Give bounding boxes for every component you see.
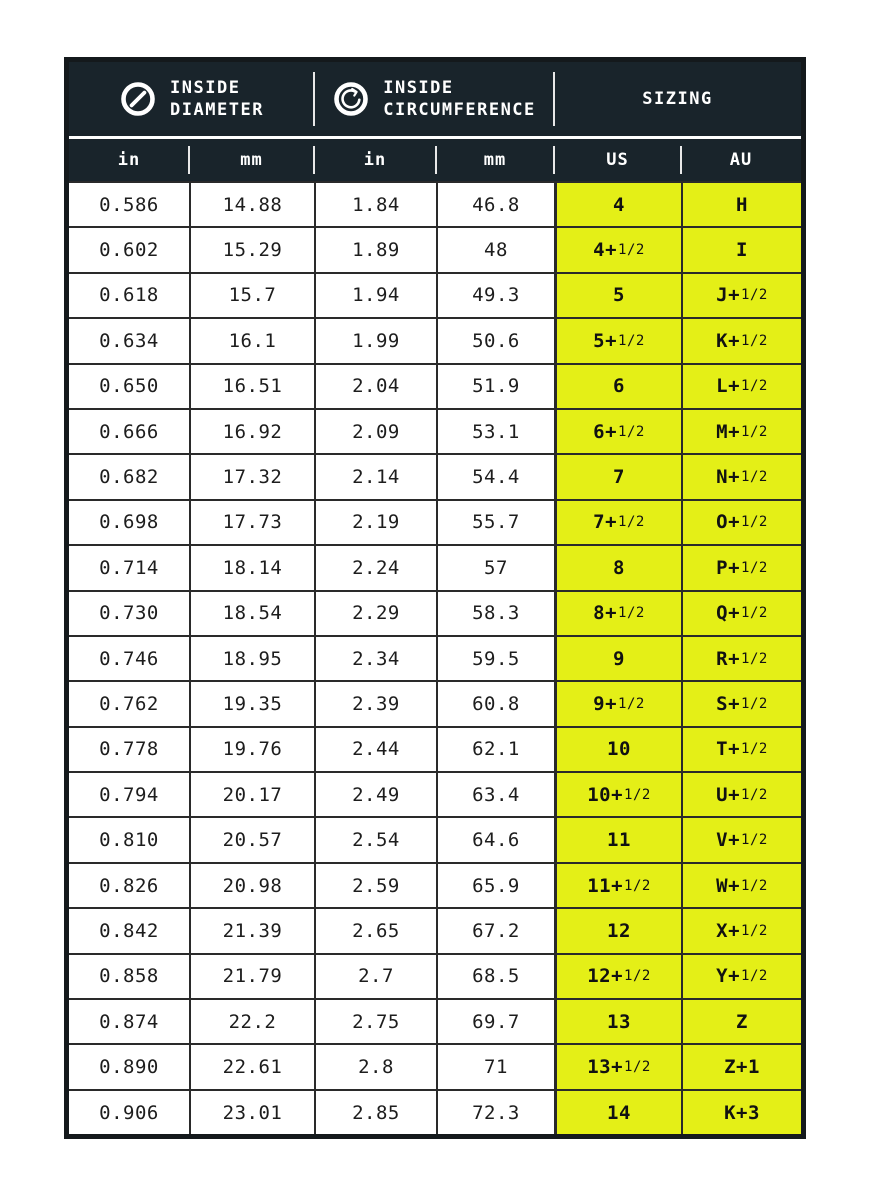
diameter-in-cell: 0.746 — [69, 635, 189, 680]
us-size-cell: 11 — [554, 816, 681, 861]
circumference-mm-cell: 63.4 — [436, 771, 554, 816]
diameter-mm-cell: 19.35 — [189, 680, 314, 725]
us-size-cell: 7 — [554, 453, 681, 498]
au-size-cell: U+ 1/2 — [681, 771, 801, 816]
us-size-cell: 6+ 1/2 — [554, 408, 681, 453]
circumference-mm-cell: 48 — [436, 226, 554, 271]
us-size-cell: 14 — [554, 1089, 681, 1134]
table-row — [69, 771, 801, 816]
circumference-mm-cell: 64.6 — [436, 816, 554, 861]
au-size-cell: Q+ 1/2 — [681, 590, 801, 635]
circumference-mm-cell: 57 — [436, 544, 554, 589]
diameter-in-cell: 0.730 — [69, 590, 189, 635]
us-size-cell: 4 — [554, 181, 681, 226]
table-row — [69, 907, 801, 952]
us-size-cell: 8 — [554, 544, 681, 589]
us-size-cell: 9 — [554, 635, 681, 680]
au-size-cell: O+ 1/2 — [681, 499, 801, 544]
table-row — [69, 1043, 801, 1088]
au-size-cell: Z — [681, 998, 801, 1043]
au-size-cell: K+3 — [681, 1089, 801, 1134]
circumference-mm-cell: 49.3 — [436, 272, 554, 317]
header-group-row — [69, 62, 801, 136]
circumference-mm-cell: 50.6 — [436, 317, 554, 362]
circumference-in-cell: 2.75 — [314, 998, 436, 1043]
au-size-cell: K+ 1/2 — [681, 317, 801, 362]
circumference-mm-cell: 65.9 — [436, 862, 554, 907]
circumference-mm-cell: 46.8 — [436, 181, 554, 226]
au-size-cell: Y+ 1/2 — [681, 953, 801, 998]
table-row — [69, 590, 801, 635]
us-size-cell: 10+ 1/2 — [554, 771, 681, 816]
au-size-cell: H — [681, 181, 801, 226]
au-size-cell: N+ 1/2 — [681, 453, 801, 498]
diameter-in-cell: 0.874 — [69, 998, 189, 1043]
diameter-in-cell: 0.634 — [69, 317, 189, 362]
circumference-mm-cell: 68.5 — [436, 953, 554, 998]
circumference-mm-cell: 51.9 — [436, 363, 554, 408]
table-row — [69, 453, 801, 498]
diameter-mm-cell: 20.57 — [189, 816, 314, 861]
table-row — [69, 1089, 801, 1134]
us-size-cell: 9+ 1/2 — [554, 680, 681, 725]
circumference-in-cell: 2.19 — [314, 499, 436, 544]
ring-size-table — [64, 57, 806, 1139]
us-size-cell: 8+ 1/2 — [554, 590, 681, 635]
table-row — [69, 544, 801, 589]
column-header-row — [69, 139, 801, 181]
circumference-in-cell: 2.29 — [314, 590, 436, 635]
circumference-in-cell: 2.7 — [314, 953, 436, 998]
diameter-icon — [119, 80, 157, 118]
diameter-mm-cell: 16.51 — [189, 363, 314, 408]
diameter-mm-cell: 22.61 — [189, 1043, 314, 1088]
au-size-cell: S+ 1/2 — [681, 680, 801, 725]
circumference-in-cell: 2.85 — [314, 1089, 436, 1134]
diameter-mm-cell: 19.76 — [189, 726, 314, 771]
column-header-circumference-in: in — [314, 139, 436, 181]
circumference-mm-cell: 71 — [436, 1043, 554, 1088]
table-header — [69, 62, 801, 181]
diameter-in-cell: 0.826 — [69, 862, 189, 907]
diameter-mm-cell: 17.73 — [189, 499, 314, 544]
diameter-mm-cell: 21.39 — [189, 907, 314, 952]
circumference-in-cell: 2.65 — [314, 907, 436, 952]
diameter-in-cell: 0.778 — [69, 726, 189, 771]
us-size-cell: 6 — [554, 363, 681, 408]
diameter-mm-cell: 15.7 — [189, 272, 314, 317]
diameter-in-cell: 0.650 — [69, 363, 189, 408]
table-row — [69, 635, 801, 680]
table-row — [69, 181, 801, 226]
circumference-in-cell: 2.04 — [314, 363, 436, 408]
column-header-us-size: US — [554, 139, 681, 181]
diameter-in-cell: 0.842 — [69, 907, 189, 952]
table-row — [69, 862, 801, 907]
circumference-mm-cell: 54.4 — [436, 453, 554, 498]
table-row — [69, 680, 801, 725]
us-size-cell: 13 — [554, 998, 681, 1043]
column-header-diameter-in: in — [117, 150, 141, 170]
au-size-cell: W+ 1/2 — [681, 862, 801, 907]
diameter-mm-cell: 22.2 — [189, 998, 314, 1043]
circumference-in-cell: 1.94 — [314, 272, 436, 317]
diameter-mm-cell: 18.14 — [189, 544, 314, 589]
table-row — [69, 499, 801, 544]
us-size-cell: 4+ 1/2 — [554, 226, 681, 271]
diameter-mm-cell: 18.54 — [189, 590, 314, 635]
us-size-cell: 10 — [554, 726, 681, 771]
us-size-cell: 7+ 1/2 — [554, 499, 681, 544]
table-row — [69, 408, 801, 453]
diameter-in-cell: 0.586 — [69, 181, 189, 226]
circumference-in-cell: 2.44 — [314, 726, 436, 771]
diameter-mm-cell: 16.1 — [189, 317, 314, 362]
table-row — [69, 317, 801, 362]
circumference-mm-cell: 59.5 — [436, 635, 554, 680]
diameter-in-cell: 0.666 — [69, 408, 189, 453]
au-size-cell: L+ 1/2 — [681, 363, 801, 408]
table-row — [69, 998, 801, 1043]
circumference-icon — [332, 80, 370, 118]
circumference-in-cell: 1.89 — [314, 226, 436, 271]
circumference-in-cell: 2.09 — [314, 408, 436, 453]
us-size-cell: 5+ 1/2 — [554, 317, 681, 362]
circumference-in-cell: 2.54 — [314, 816, 436, 861]
au-size-cell: X+ 1/2 — [681, 907, 801, 952]
au-size-cell: M+ 1/2 — [681, 408, 801, 453]
au-size-cell: I — [681, 226, 801, 271]
au-size-cell: P+ 1/2 — [681, 544, 801, 589]
table-row — [69, 816, 801, 861]
circumference-in-cell: 2.39 — [314, 680, 436, 725]
diameter-mm-cell: 18.95 — [189, 635, 314, 680]
us-size-cell: 12 — [554, 907, 681, 952]
au-size-cell: T+ 1/2 — [681, 726, 801, 771]
diameter-in-cell: 0.810 — [69, 816, 189, 861]
header-group-sizing — [554, 62, 801, 136]
circumference-in-cell: 2.8 — [314, 1043, 436, 1088]
diameter-in-cell: 0.762 — [69, 680, 189, 725]
diameter-mm-cell: 15.29 — [189, 226, 314, 271]
table-row — [69, 272, 801, 317]
header-group-label: INSIDE CIRCUMFERENCE — [383, 77, 536, 120]
us-size-cell: 13+ 1/2 — [554, 1043, 681, 1088]
diameter-mm-cell: 21.79 — [189, 953, 314, 998]
au-size-cell: V+ 1/2 — [681, 816, 801, 861]
diameter-mm-cell: 14.88 — [189, 181, 314, 226]
column-header-au-size: AU — [681, 139, 801, 181]
diameter-in-cell: 0.858 — [69, 953, 189, 998]
header-group-label: SIZING — [642, 88, 713, 109]
table-row — [69, 953, 801, 998]
circumference-in-cell: 2.49 — [314, 771, 436, 816]
column-header-diameter-mm: mm — [189, 139, 314, 181]
us-size-cell: 11+ 1/2 — [554, 862, 681, 907]
circumference-in-cell: 1.99 — [314, 317, 436, 362]
circumference-mm-cell: 58.3 — [436, 590, 554, 635]
diameter-mm-cell: 16.92 — [189, 408, 314, 453]
us-size-cell: 12+ 1/2 — [554, 953, 681, 998]
circumference-in-cell: 2.34 — [314, 635, 436, 680]
diameter-in-cell: 0.714 — [69, 544, 189, 589]
table-row — [69, 226, 801, 271]
au-size-cell: J+ 1/2 — [681, 272, 801, 317]
table-row — [69, 363, 801, 408]
table-row — [69, 726, 801, 771]
circumference-mm-cell: 55.7 — [436, 499, 554, 544]
circumference-mm-cell: 69.7 — [436, 998, 554, 1043]
header-group-inside-circumference — [314, 62, 554, 136]
header-group-label: INSIDE DIAMETER — [170, 77, 264, 120]
diameter-in-cell: 0.698 — [69, 499, 189, 544]
diameter-mm-cell: 17.32 — [189, 453, 314, 498]
circumference-mm-cell: 60.8 — [436, 680, 554, 725]
circumference-mm-cell: 53.1 — [436, 408, 554, 453]
diameter-in-cell: 0.682 — [69, 453, 189, 498]
circumference-in-cell: 2.14 — [314, 453, 436, 498]
circumference-mm-cell: 62.1 — [436, 726, 554, 771]
diameter-in-cell: 0.906 — [69, 1089, 189, 1134]
au-size-cell: Z+1 — [681, 1043, 801, 1088]
diameter-mm-cell: 20.17 — [189, 771, 314, 816]
column-header-circumference-mm: mm — [436, 139, 554, 181]
diameter-in-cell: 0.890 — [69, 1043, 189, 1088]
us-size-cell: 5 — [554, 272, 681, 317]
circumference-in-cell: 1.84 — [314, 181, 436, 226]
diameter-in-cell: 0.602 — [69, 226, 189, 271]
circumference-mm-cell: 67.2 — [436, 907, 554, 952]
diameter-mm-cell: 20.98 — [189, 862, 314, 907]
au-size-cell: R+ 1/2 — [681, 635, 801, 680]
diameter-in-cell: 0.794 — [69, 771, 189, 816]
table-body — [69, 181, 801, 1134]
circumference-in-cell: 2.24 — [314, 544, 436, 589]
header-group-inside-diameter — [69, 62, 314, 136]
circumference-mm-cell: 72.3 — [436, 1089, 554, 1134]
circumference-in-cell: 2.59 — [314, 862, 436, 907]
diameter-in-cell: 0.618 — [69, 272, 189, 317]
diameter-mm-cell: 23.01 — [189, 1089, 314, 1134]
